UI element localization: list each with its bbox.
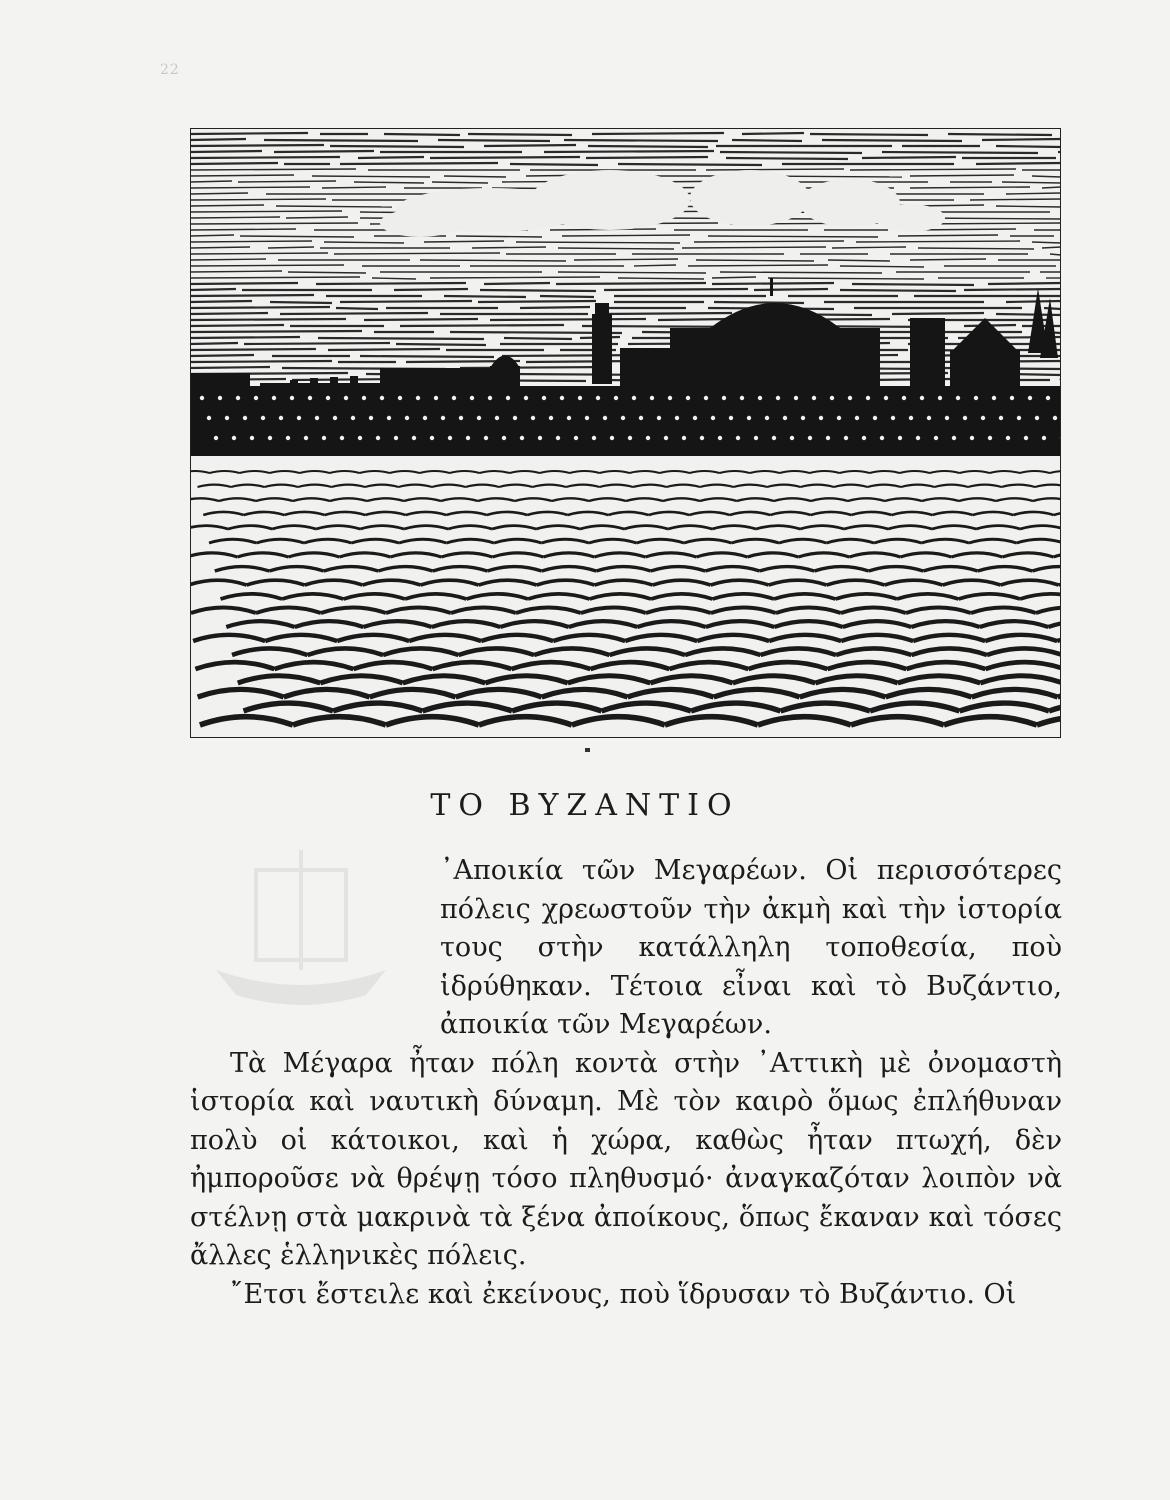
paragraph-continued: ῎Ετσι ἔστειλε καὶ ἐκείνους, ποὺ ἵδρυσαν τὸ Βυζάντιο. Οἱ <box>230 1278 1017 1310</box>
woodcut-illustration <box>190 128 1061 738</box>
chapter-title: ΤΟ ΒΥΖΑΝΤΙΟ <box>430 788 740 823</box>
body-text <box>190 852 1062 1314</box>
paragraph-intro: ᾿Αποικία τῶν Μεγαρέων. Οἱ περισσότερες πόλεις χρεωστοῦν τὴν ἀκμὴ καὶ τὴν ἱστορία τους στὴν κατάλληλη τοποθεσία, ποὺ ἱδρύθηκαν. Τέτοια εἶναι καὶ τὸ Βυζάντιο, ἀποικία τῶν Μεγαρέων. <box>440 855 1062 1040</box>
page-number: 22 <box>160 62 180 78</box>
paragraph-megara: Τὰ Μέγαρα ἦταν πόλη κοντὰ στὴν ᾿Αττικὴ μὲ ὀνομαστὴ ἱστορία καὶ ναυτικὴ δύναμη. Μὲ τὸν καιρὸ ὅμως ἐπλήθυναν πολὺ οἱ κάτοικοι, καὶ ἡ χώρα, καθὼς ἦταν πτωχή, δὲν ἠμποροῦσε νὰ θρέψῃ τόσο πληθυσμό· ἀναγκαζόταν λοιπὸν νὰ στέλνῃ στὰ μακρινὰ τὰ ξένα ἀποίκους, ὅπως ἔκαναν καὶ τόσες ἄλλες ἑλληνικὲς πόλεις. <box>190 1047 1062 1271</box>
woodcut-drawing <box>190 128 1061 738</box>
ornament-dot <box>585 748 590 752</box>
